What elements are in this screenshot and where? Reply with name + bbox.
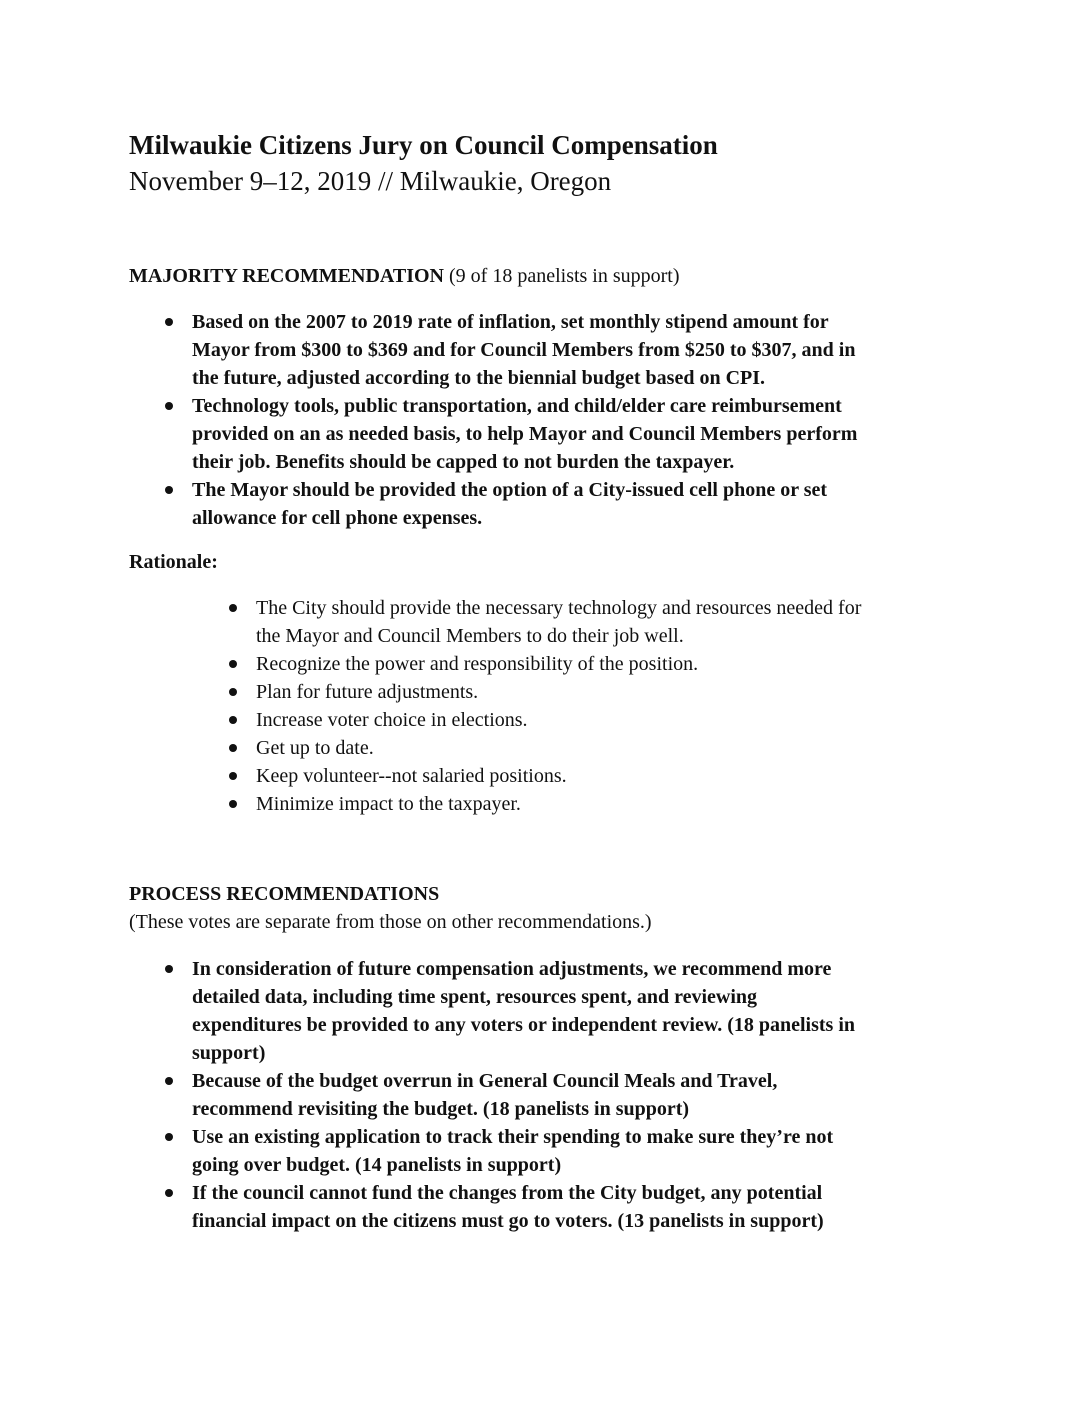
- rationale-item: [256, 762, 861, 790]
- bullet-icon: [229, 688, 237, 696]
- process-item-line: going over budget. (14 panelists in support): [192, 1154, 562, 1176]
- rationale-heading: [129, 548, 218, 576]
- majority-heading-label: MAJORITY RECOMMENDATION: [129, 265, 444, 287]
- process-item-line: recommend revisiting the budget. (18 panelists in support): [192, 1098, 690, 1120]
- document-subtitle: November 9–12, 2019 // Milwaukie, Oregon: [129, 166, 612, 196]
- majority-item-line: their job. Benefits should be capped to not burden the taxpayer.: [192, 451, 735, 473]
- majority-heading: [129, 262, 680, 290]
- bullet-icon: [229, 800, 237, 808]
- rationale-item-line: the Mayor and Council Members to do their job well.: [256, 625, 684, 647]
- majority-list: [192, 308, 857, 532]
- majority-item: [192, 308, 857, 392]
- process-heading-label: PROCESS RECOMMENDATIONS: [129, 883, 440, 905]
- document-title: Milwaukie Citizens Jury on Council Compensation: [129, 130, 718, 160]
- process-item: [192, 1067, 855, 1123]
- process-item-line: detailed data, including time spent, resources spent, and reviewing: [192, 986, 758, 1008]
- rationale-item: [256, 706, 861, 734]
- process-item-line: support): [192, 1042, 266, 1064]
- process-item-line: If the council cannot fund the changes from the City budget, any potential: [192, 1182, 823, 1204]
- bullet-icon: [165, 1189, 173, 1197]
- majority-item: [192, 476, 857, 532]
- majority-item-line: the future, adjusted according to the biennial budget based on CPI.: [192, 367, 766, 389]
- majority-item-line: The Mayor should be provided the option of a City-issued cell phone or set: [192, 479, 828, 501]
- majority-item-line: Technology tools, public transportation, and child/elder care reimbursement: [192, 395, 842, 417]
- majority-item-line: allowance for cell phone expenses.: [192, 507, 483, 529]
- majority-item: [192, 392, 857, 476]
- process-item: [192, 1179, 855, 1235]
- bullet-icon: [165, 1133, 173, 1141]
- rationale-item-line: Increase voter choice in elections.: [256, 709, 528, 731]
- process-note: (These votes are separate from those on other recommendations.): [129, 911, 652, 933]
- rationale-list: [256, 594, 861, 818]
- rationale-item-line: Keep volunteer--not salaried positions.: [256, 765, 567, 787]
- bullet-icon: [165, 965, 173, 973]
- rationale-item: [256, 650, 861, 678]
- majority-support-note: (9 of 18 panelists in support): [449, 265, 680, 287]
- process-item-line: Use an existing application to track their spending to make sure they’re not: [192, 1126, 834, 1148]
- rationale-item: [256, 734, 861, 762]
- process-heading: [129, 880, 439, 908]
- rationale-item-line: Minimize impact to the taxpayer.: [256, 793, 521, 815]
- bullet-icon: [165, 1077, 173, 1085]
- bullet-icon: [165, 402, 173, 410]
- bullet-icon: [229, 604, 237, 612]
- rationale-heading-label: Rationale:: [129, 551, 218, 573]
- rationale-item: [256, 594, 861, 650]
- bullet-icon: [165, 486, 173, 494]
- rationale-item: [256, 678, 861, 706]
- rationale-item-line: Get up to date.: [256, 737, 374, 759]
- process-item-line: Because of the budget overrun in General Council Meals and Travel,: [192, 1070, 778, 1092]
- bullet-icon: [229, 716, 237, 724]
- rationale-item-line: Recognize the power and responsibility of the position.: [256, 653, 699, 675]
- rationale-item: [256, 790, 861, 818]
- process-item-line: financial impact on the citizens must go to voters. (13 panelists in support): [192, 1210, 824, 1232]
- rationale-item-line: Plan for future adjustments.: [256, 681, 479, 703]
- majority-item-line: Based on the 2007 to 2019 rate of inflation, set monthly stipend amount for: [192, 311, 829, 333]
- majority-item-line: provided on an as needed basis, to help Mayor and Council Members perform: [192, 423, 858, 445]
- majority-item-line: Mayor from $300 to $369 and for Council Members from $250 to $307, and in: [192, 339, 856, 361]
- process-item: [192, 955, 855, 1067]
- rationale-item-line: The City should provide the necessary technology and resources needed for: [256, 597, 862, 619]
- bullet-icon: [229, 772, 237, 780]
- process-item-line: expenditures be provided to any voters or independent review. (18 panelists in: [192, 1014, 856, 1036]
- bullet-icon: [229, 744, 237, 752]
- process-item-line: In consideration of future compensation adjustments, we recommend more: [192, 958, 832, 980]
- bullet-icon: [229, 660, 237, 668]
- process-list: [192, 955, 855, 1235]
- bullet-icon: [165, 318, 173, 326]
- process-item: [192, 1123, 855, 1179]
